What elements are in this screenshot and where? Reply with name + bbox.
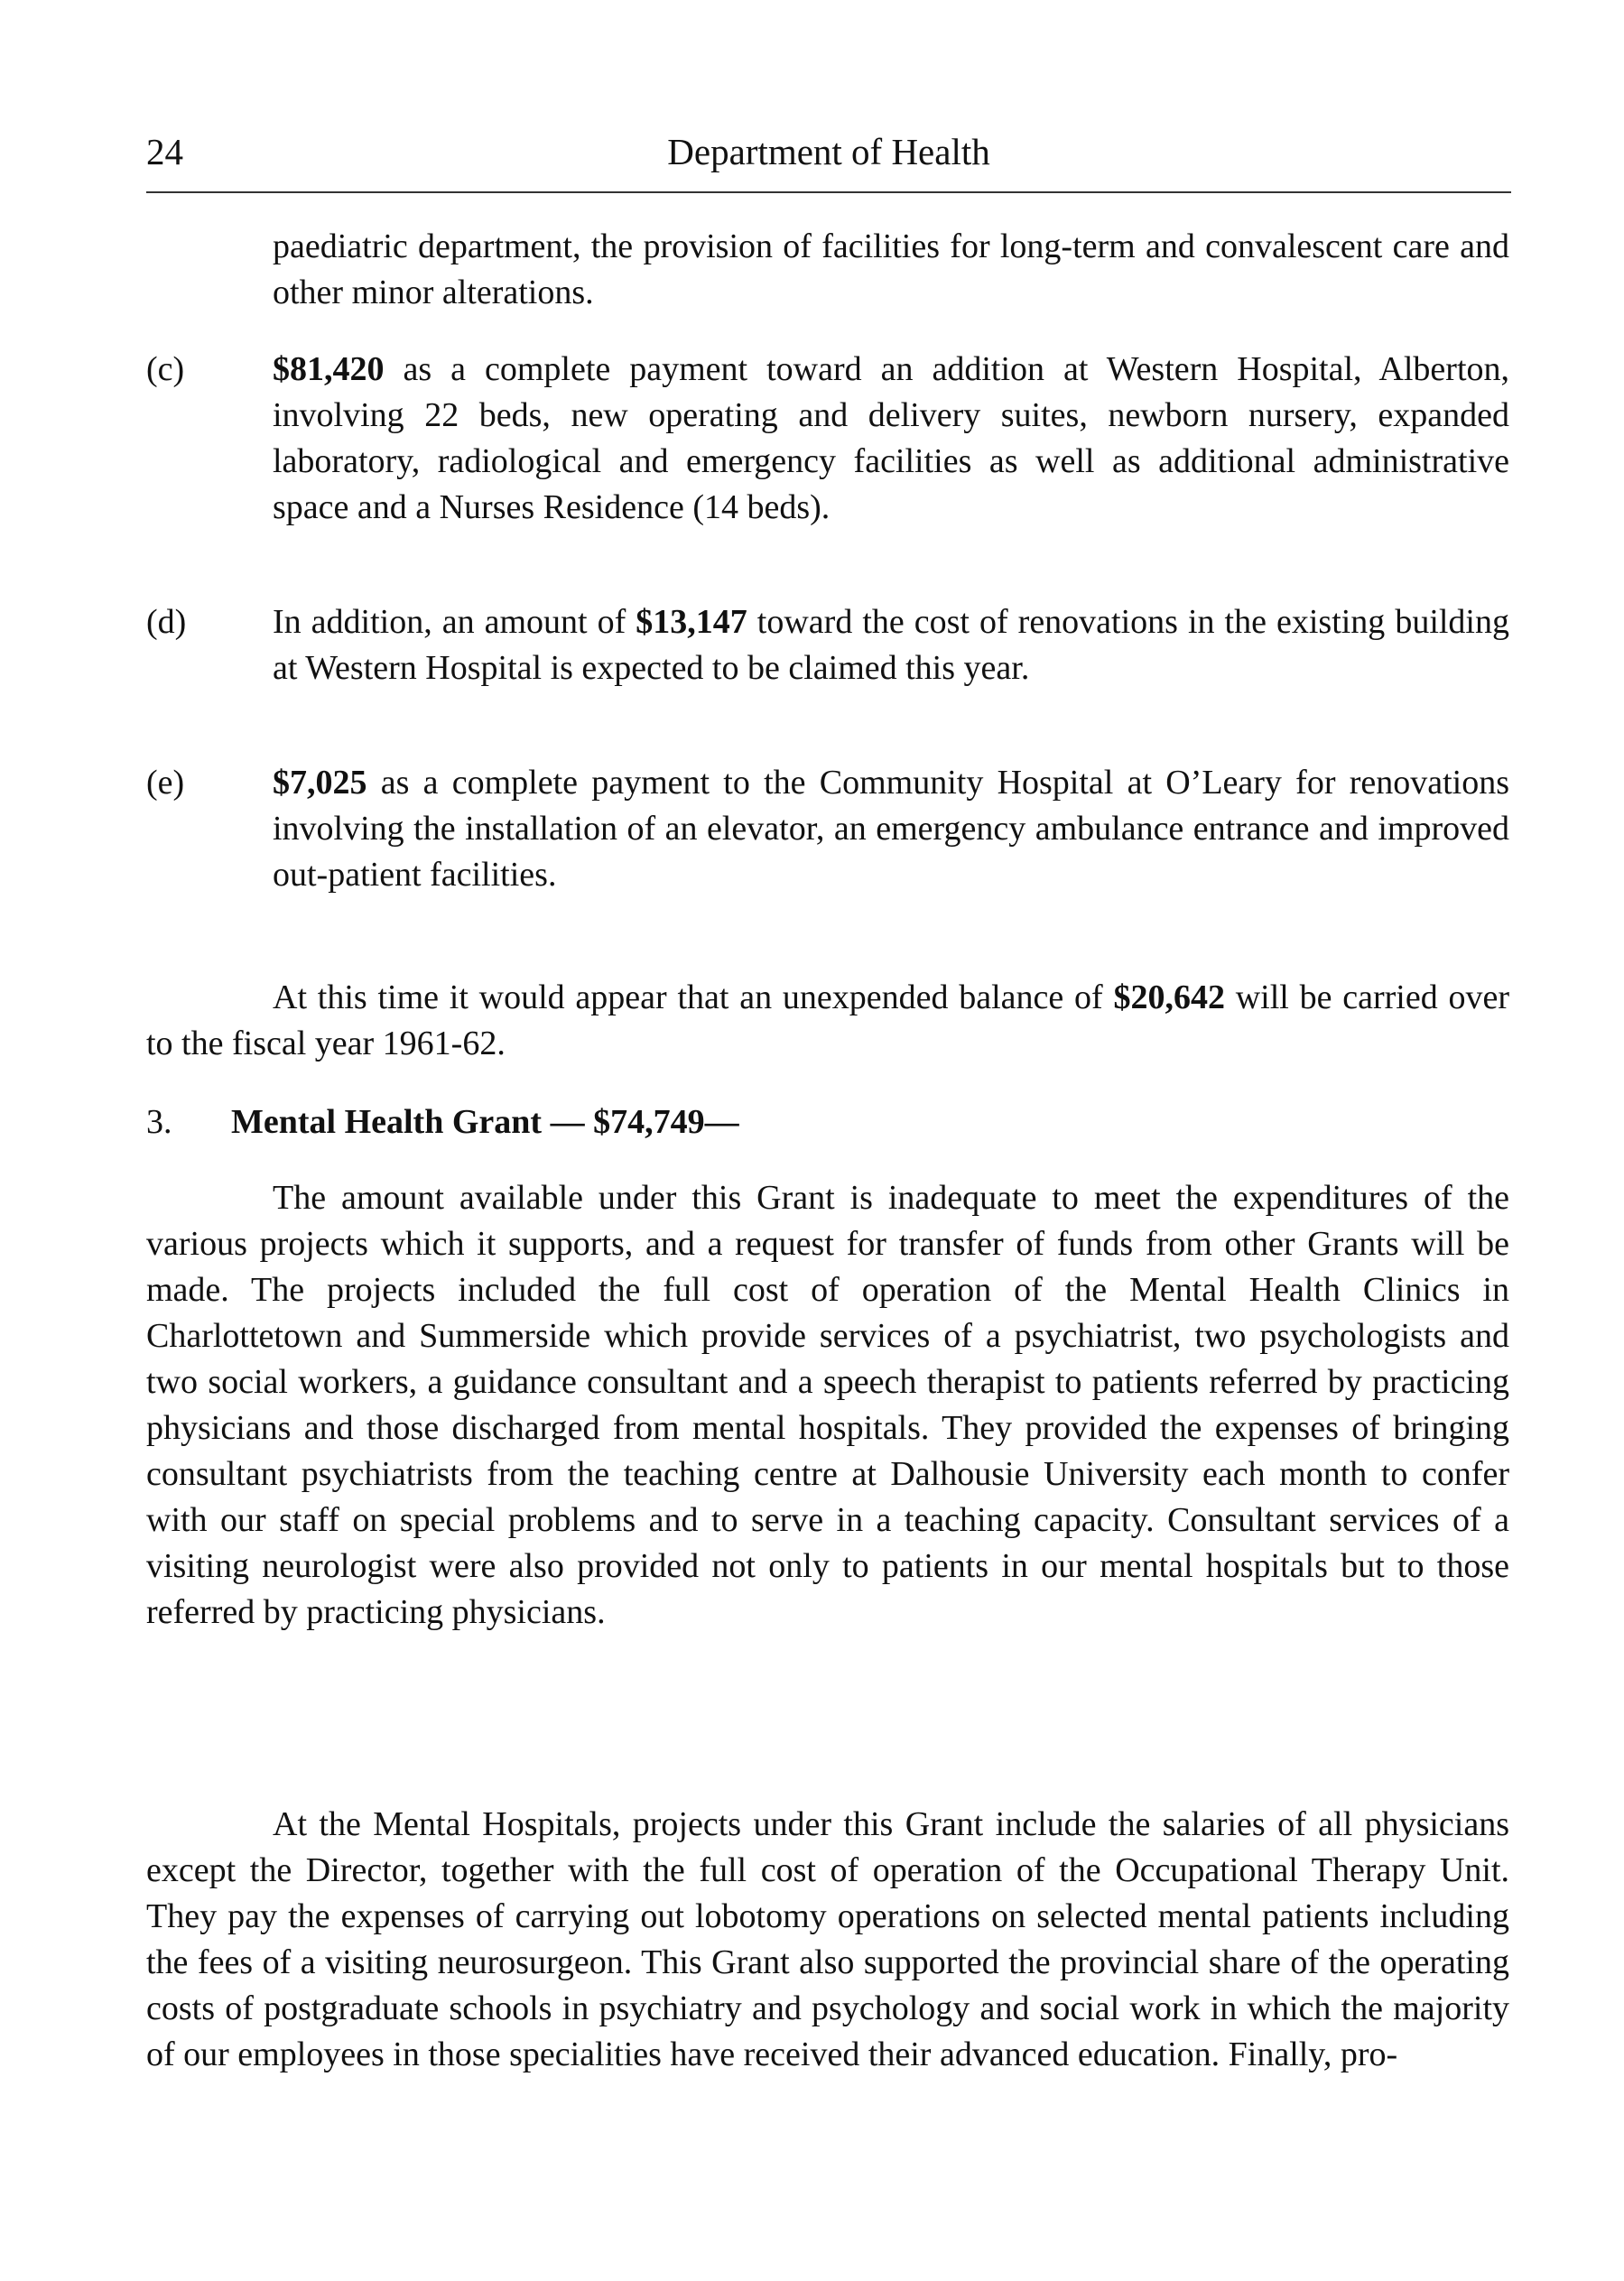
header-rule <box>146 191 1511 193</box>
section-dash: — <box>542 1103 594 1141</box>
section-amount: $74,749— <box>593 1103 739 1141</box>
page-header <box>146 125 1511 179</box>
running-title: Department of Health <box>667 131 990 172</box>
item-c-amount: $81,420 <box>273 350 385 388</box>
item-label-e: (e) <box>146 764 185 802</box>
section-heading <box>146 1099 1509 1145</box>
continuation-paragraph: paediatric department, the provision of facilities for long-term and convalescent care and other minor alterations. <box>273 227 1509 311</box>
item-d-lead: In addition, an amount of <box>273 603 636 641</box>
section-title: Mental Health Grant <box>231 1103 543 1141</box>
item-d-body: toward the cost of renovations in the existing building at Western Hospital is expected to be claimed this year. <box>273 603 1509 687</box>
item-d-text <box>273 599 1509 691</box>
item-label-d: (d) <box>146 603 187 641</box>
item-c-body: as a complete payment toward an addition at Western Hospital, Alberton, involving 22 beds, new operating and delivery suites, newborn nursery, expanded laboratory, radiological and emergency facilities as well as additional administrative space and a Nurses Residence (14 beds). <box>273 350 1509 526</box>
balance-lead: At this time it would appear that an unexpended balance of <box>273 978 1114 1016</box>
item-label-c: (c) <box>146 350 185 388</box>
balance-body: will be carried over to the fiscal year 1961-62. <box>146 978 1509 1062</box>
item-c-text <box>273 347 1509 531</box>
mental-health-paragraph-1: The amount available under this Grant is inadequate to meet the expenditures of the various projects which it supports, and a request for transfer of funds from other Grants will be made. The projects included the full cost of operation of the Mental Health Clinics in Charlottetown and Summerside which provide services of a psychiatrist, two psychologists and two social workers, a guidance consultant and a speech therapist to patients referred by practicing physicians and those discharged from mental hospitals. They provided the expenses of bringing consultant psychiatrists from the teaching centre at Dalhousie University each month to confer with our staff on special problems and to serve in a teaching capacity. Consultant services of a visiting neurologist were also provided not only to patients in our mental hospitals but to those referred by practicing physicians. <box>146 1179 1509 1631</box>
balance-paragraph <box>146 975 1509 1067</box>
item-e-text <box>273 760 1509 898</box>
page-number: 24 <box>146 131 183 172</box>
mental-health-paragraph-2: At the Mental Hospitals, projects under this Grant include the salaries of all physicians except the Director, together with the full cost of operation of the Occupational Therapy Unit. They pay the expenses of carrying out lobotomy operations on selected mental patients including the fees of a visiting neurosurgeon. This Grant also supported the provincial share of the operating costs of postgraduate schools in psychiatry and psychology and social work in which the majority of our employees in those specialities have received their advanced education. Finally, pro- <box>146 1805 1509 2073</box>
item-e-amount: $7,025 <box>273 764 367 802</box>
item-d-amount: $13,147 <box>636 603 747 641</box>
item-e-body: as a complete payment to the Community Hospital at O’Leary for renovations involving the installation of an elevator, an emergency ambulance entrance and improved out-patient facilities. <box>273 764 1509 894</box>
balance-amount: $20,642 <box>1113 978 1225 1016</box>
section-number: 3. <box>146 1103 172 1141</box>
